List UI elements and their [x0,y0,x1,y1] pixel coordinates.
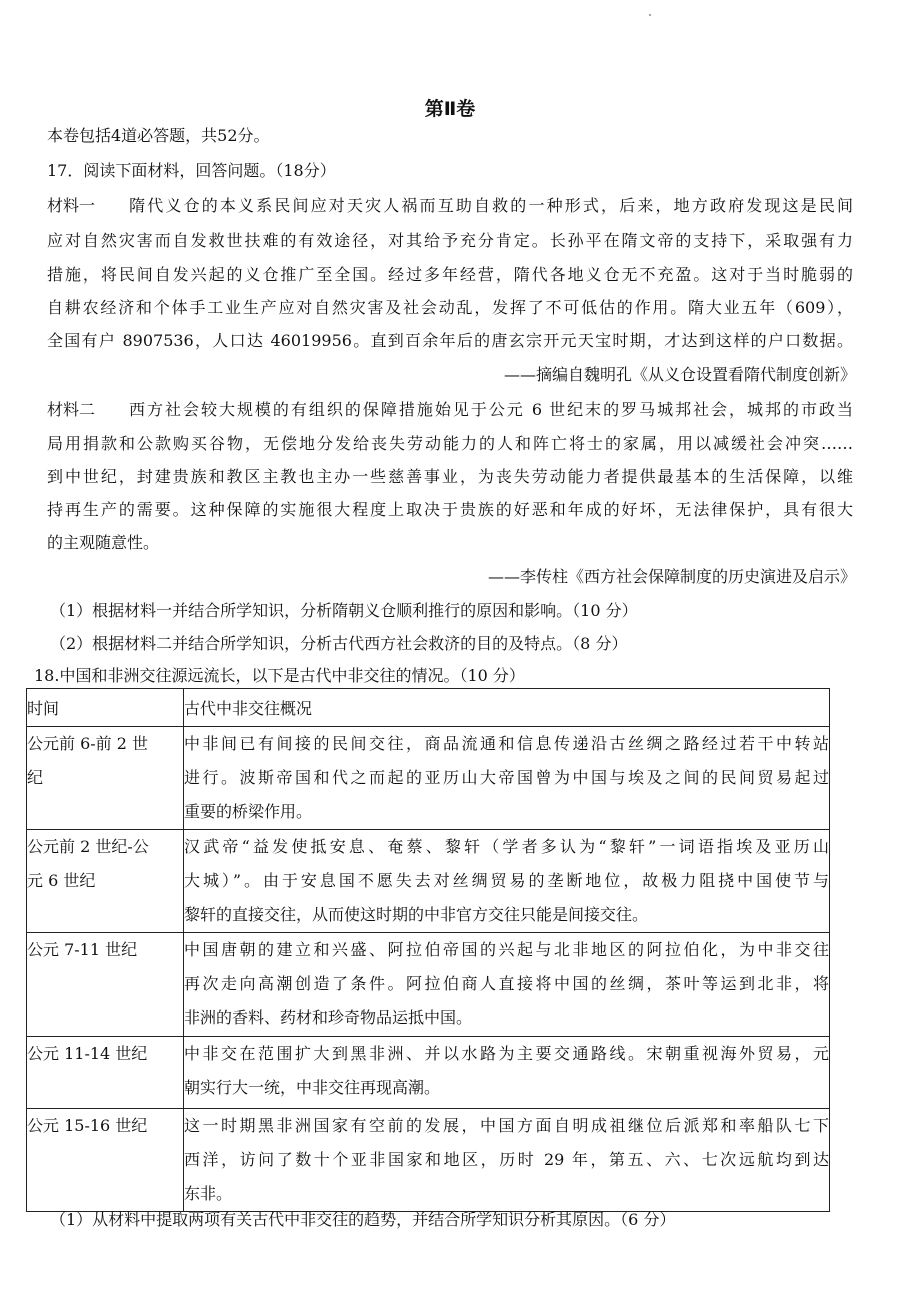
material1-source: ——摘编自魏明孔《从义仓设置看隋代制度创新》 [503,365,856,384]
material1-tag: 材料一 [47,196,96,215]
q17-subquestion-2: （2）根据材料二并结合所学知识，分析古代西方社会救济的目的及特点。（8 分） [50,634,628,653]
column-header-time: 时间 [27,689,184,727]
section-intro: 本卷包括4道必答题，共52分。 [47,126,270,145]
summary-cell [184,933,830,1037]
q17-material2-line: 到中世纪，封建贵族和教区主教也主办一些慈善事业，为丧失劳动能力者提供最基本的生活保障，以维 [47,467,853,486]
summary-cell [184,727,830,830]
time-cell [27,1109,184,1212]
table-row [27,1109,830,1212]
q17-material1-line: 措施，将民间自发兴起的义仓推广至全国。经过多年经营，隋代各地义仓无不充盈。这对于当时脆弱的 [47,265,853,284]
q17-material1-line: 自耕农经济和个体手工业生产应对自然灾害及社会动乱，发挥了不可低估的作用。隋大业五年（609）， [47,298,853,317]
time-text: 公元 11-14 世纪 [27,1044,148,1063]
summary-text: 东非。 [184,1184,233,1203]
time-cell [27,933,184,1037]
time-cell [27,727,184,830]
summary-cell [184,830,830,933]
material2-source: ——李传柱《西方社会保障制度的历史演进及启示》 [487,567,856,586]
material2-text: 西方社会较大规模的有组织的保障措施始见于公元 6 世纪末的罗马城邦社会，城邦的市政当 [127,400,853,419]
q17-material2-line [47,400,853,420]
summary-text: 中非交在范围扩大到黑非洲、并以水路为主要交通路线。宋朝重视海外贸易，元 [184,1044,829,1063]
table-row [27,727,830,830]
q17-material2-line: 的主观随意性。 [47,533,160,552]
time-text: 公元前 2 世纪-公 [27,837,149,856]
summary-text: 中非间已有间接的民间交往，商品流通和信息传递沿古丝绸之路经过若干中转站 [184,734,829,753]
time-text: 纪 [27,768,44,787]
q18-header: 18.中国和非洲交往源远流长，以下是古代中非交往的情况。（10 分） [34,666,525,685]
q17-material1-line [47,196,853,216]
q17-material2-line: 局用捐款和公款购买谷物，无偿地分发给丧失劳动能力的人和阵亡将士的家属，用以减缓社会冲突…… [47,434,853,453]
time-text: 公元前 6-前 2 世 [27,734,149,753]
q17-material1-line: 应对自然灾害而自发救世扶难的有效途径，对其给予充分肯定。长孙平在隋文帝的支持下，采取强有力 [47,231,853,250]
table-row [27,1037,830,1109]
summary-cell [184,1109,830,1212]
time-text: 元 6 世纪 [27,871,96,890]
scan-speck [649,14,651,16]
section-title: 第Ⅱ卷 [424,98,476,120]
time-text: 公元 7-11 世纪 [27,940,138,959]
q17-material1-line: 全国有户 8907536，人口达 46019956。直到百余年后的唐玄宗开元天宝时期，才达到这样的户口数据。 [47,331,853,350]
time-cell [27,830,184,933]
time-cell [27,1037,184,1109]
summary-text: 这一时期黑非洲国家有空前的发展，中国方面自明成祖继位后派郑和率船队七下 [184,1116,829,1135]
q17-header: 17．阅读下面材料，回答问题。（18分） [47,161,336,180]
q17-subquestion-1: （1）根据材料一并结合所学知识，分析隋朝义仓顺利推行的原因和影响。（10 分） [50,601,638,620]
summary-text: 朝实行大一统，中非交往再现高潮。 [184,1078,441,1097]
table-row [27,830,830,933]
q17-material2-line: 持再生产的需要。这种保障的实施很大程度上取决于贵族的好恶和年成的好坏，无法律保护，具有很大 [47,500,853,519]
summary-text: 西洋，访问了数十个亚非国家和地区，历时 29 年，第五、六、七次远航均到达 [184,1150,829,1169]
table-row [27,933,830,1037]
summary-text: 中国唐朝的建立和兴盛、阿拉伯帝国的兴起与北非地区的阿拉伯化，为中非交往 [184,940,829,959]
summary-text: 重要的桥梁作用。 [184,802,313,821]
summary-text: 再次走向高潮创造了条件。阿拉伯商人直接将中国的丝绸，茶叶等运到北非，将 [184,974,829,993]
summary-cell [184,1037,830,1109]
summary-text: 黎轩的直接交往，从而使这时期的中非官方交往只能是间接交往。 [184,905,649,924]
q18-subquestion-1: （1）从材料中提取两项有关古代中非交往的趋势，并结合所学知识分析其原因。（6 分） [50,1210,676,1229]
summary-text: 大城）”。由于安息国不愿失去对丝绸贸易的垄断地位，故极力阻挠中国使节与 [184,871,829,890]
table-header-row [27,689,830,727]
material1-text: 隋代义仓的本义系民间应对天灾人祸而互助自救的一种形式，后来，地方政府发现这是民间 [127,196,853,215]
column-header-summary: 古代中非交往概况 [184,689,830,727]
material2-tag: 材料二 [47,400,96,419]
summary-text: 汉武帝“益发使抵安息、奄蔡、黎轩（学者多认为“黎轩”一词语指埃及亚历山 [184,837,829,856]
time-text: 公元 15-16 世纪 [27,1116,148,1135]
summary-text: 非洲的香料、药材和珍奇物品运抵中国。 [184,1008,473,1027]
sino-africa-table [26,688,830,1212]
summary-text: 进行。波斯帝国和代之而起的亚历山大帝国曾为中国与埃及之间的民间贸易起过 [184,768,829,787]
